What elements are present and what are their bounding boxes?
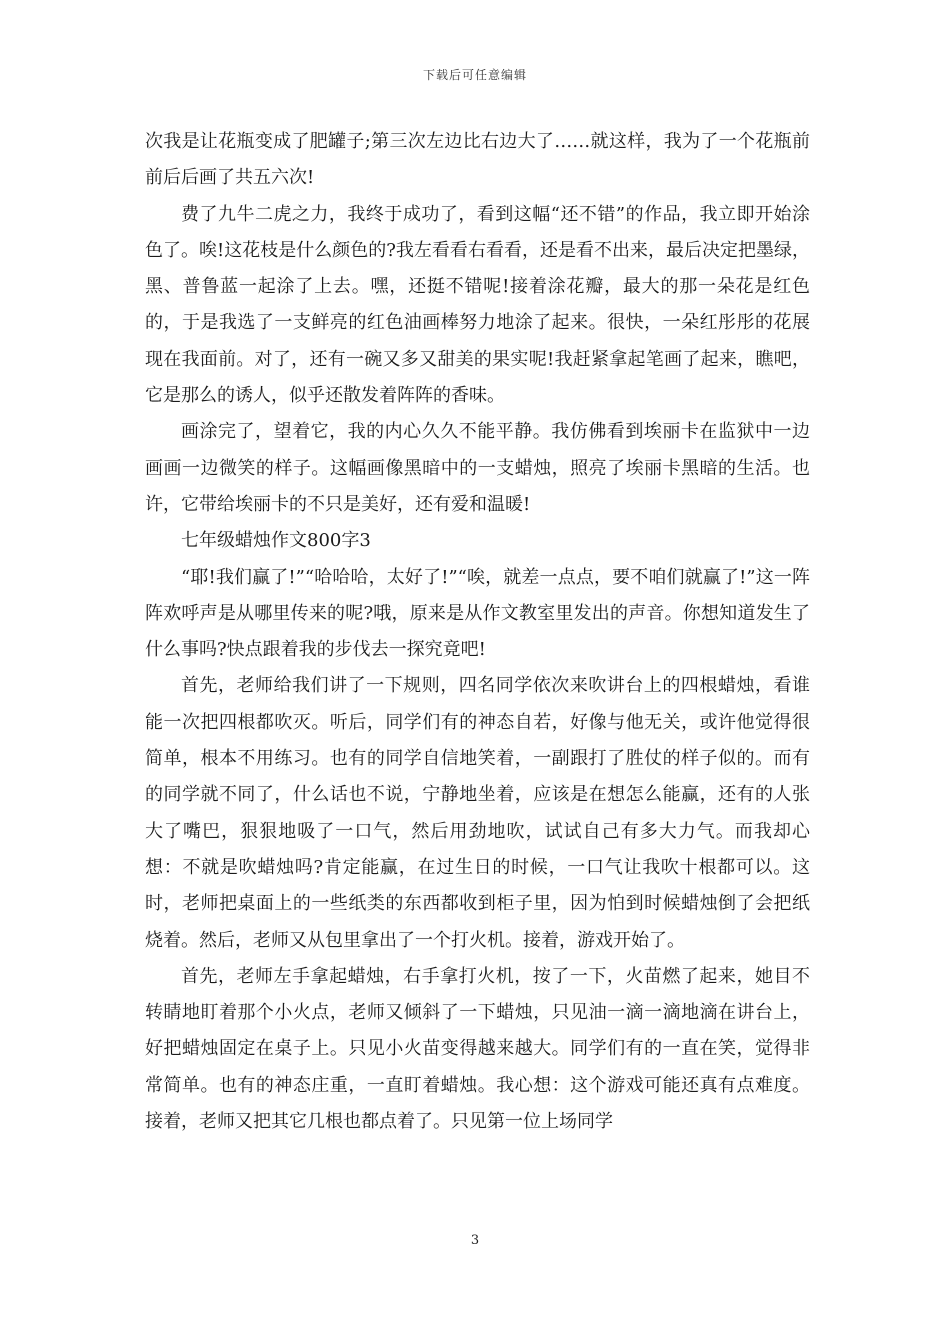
- paragraph-1: 次我是让花瓶变成了肥罐子;第三次左边比右边大了……就这样，我为了一个花瓶前前后后画了共五六次!: [145, 131, 810, 189]
- paragraph-3: 画涂完了，望着它，我的内心久久不能平静。我仿佛看到埃丽卡在监狱中一边画画一边微笑的样子。这幅画像黑暗中的一支蜡烛，照亮了埃丽卡黑暗的生活。也许，它带给埃丽卡的不只是美好，还有爱和温暖!: [145, 421, 810, 515]
- page-number: 3: [470, 1233, 480, 1248]
- paragraph-5: 首先，老师给我们讲了一下规则，四名同学依次来吹讲台上的四根蜡烛，看谁能一次把四根都吹灭。听后，同学们有的神态自若，好像与他无关，或许他觉得很简单，根本不用练习。也有的同学自信地笑着，一副跟打了胜仗的样子似的。而有的同学就不同了，什么话也不说，宁静地坐着，应该是在想怎么能赢，还有的人张大了嘴巴，狠狠地吸了一口气，然后用劲地吹，试试自己有多大力气。而我却心想：不就是吹蜡烛吗?肯定能赢，在过生日的时候，一口气让我吹十根都可以。这时，老师把桌面上的一些纸类的东西都收到柜子里，因为怕到时候蜡烛倒了会把纸烧着。然后，老师又从包里拿出了一个打火机。接着，游戏开始了。: [145, 675, 810, 951]
- page-header: 下载后可任意编辑: [422, 68, 527, 82]
- paragraph-4: “耶!我们赢了!”“哈哈哈，太好了!”“唉，就差一点点，要不咱们就赢了!”这一阵阵欢呼声是从哪里传来的呢?哦，原来是从作文教室里发出的声音。你想知道发生了什么事吗?快点跟着我的步伐去一探究竟吧!: [145, 566, 810, 661]
- paragraph-2: 费了九牛二虎之力，我终于成功了，看到这幅“还不错”的作品，我立即开始涂色了。唉!这花枝是什么颜色的?我左看看右看看，还是看不出来，最后决定把墨绿，黑、普鲁蓝一起涂了上去。嘿，还挺不错呢!接着涂花瓣，最大的那一朵花是红色的，于是我选了一支鲜亮的红色油画棒努力地涂了起来。很快，一朵红彤彤的花展现在我面前。对了，还有一碗又多又甜美的果实呢!我赶紧拿起笔画了起来，瞧吧，它是那么的诱人，似乎还散发着阵阵的香味。: [145, 203, 810, 407]
- section-heading: 七年级蜡烛作文800字3: [181, 530, 371, 552]
- paragraph-6: 首先，老师左手拿起蜡烛，右手拿打火机，按了一下，火苗燃了起来，她目不转睛地盯着那个小火点，老师又倾斜了一下蜡烛，只见油一滴一滴地滴在讲台上，好把蜡烛固定在桌子上。只见小火苗变得越来越大。同学们有的一直在笑，觉得非常简单。也有的神态庄重，一直盯着蜡烛。我心想：这个游戏可能还真有点难度。接着，老师又把其它几根也都点着了。只见第一位上场同学: [145, 965, 810, 1133]
- document-body: [145, 124, 810, 1140]
